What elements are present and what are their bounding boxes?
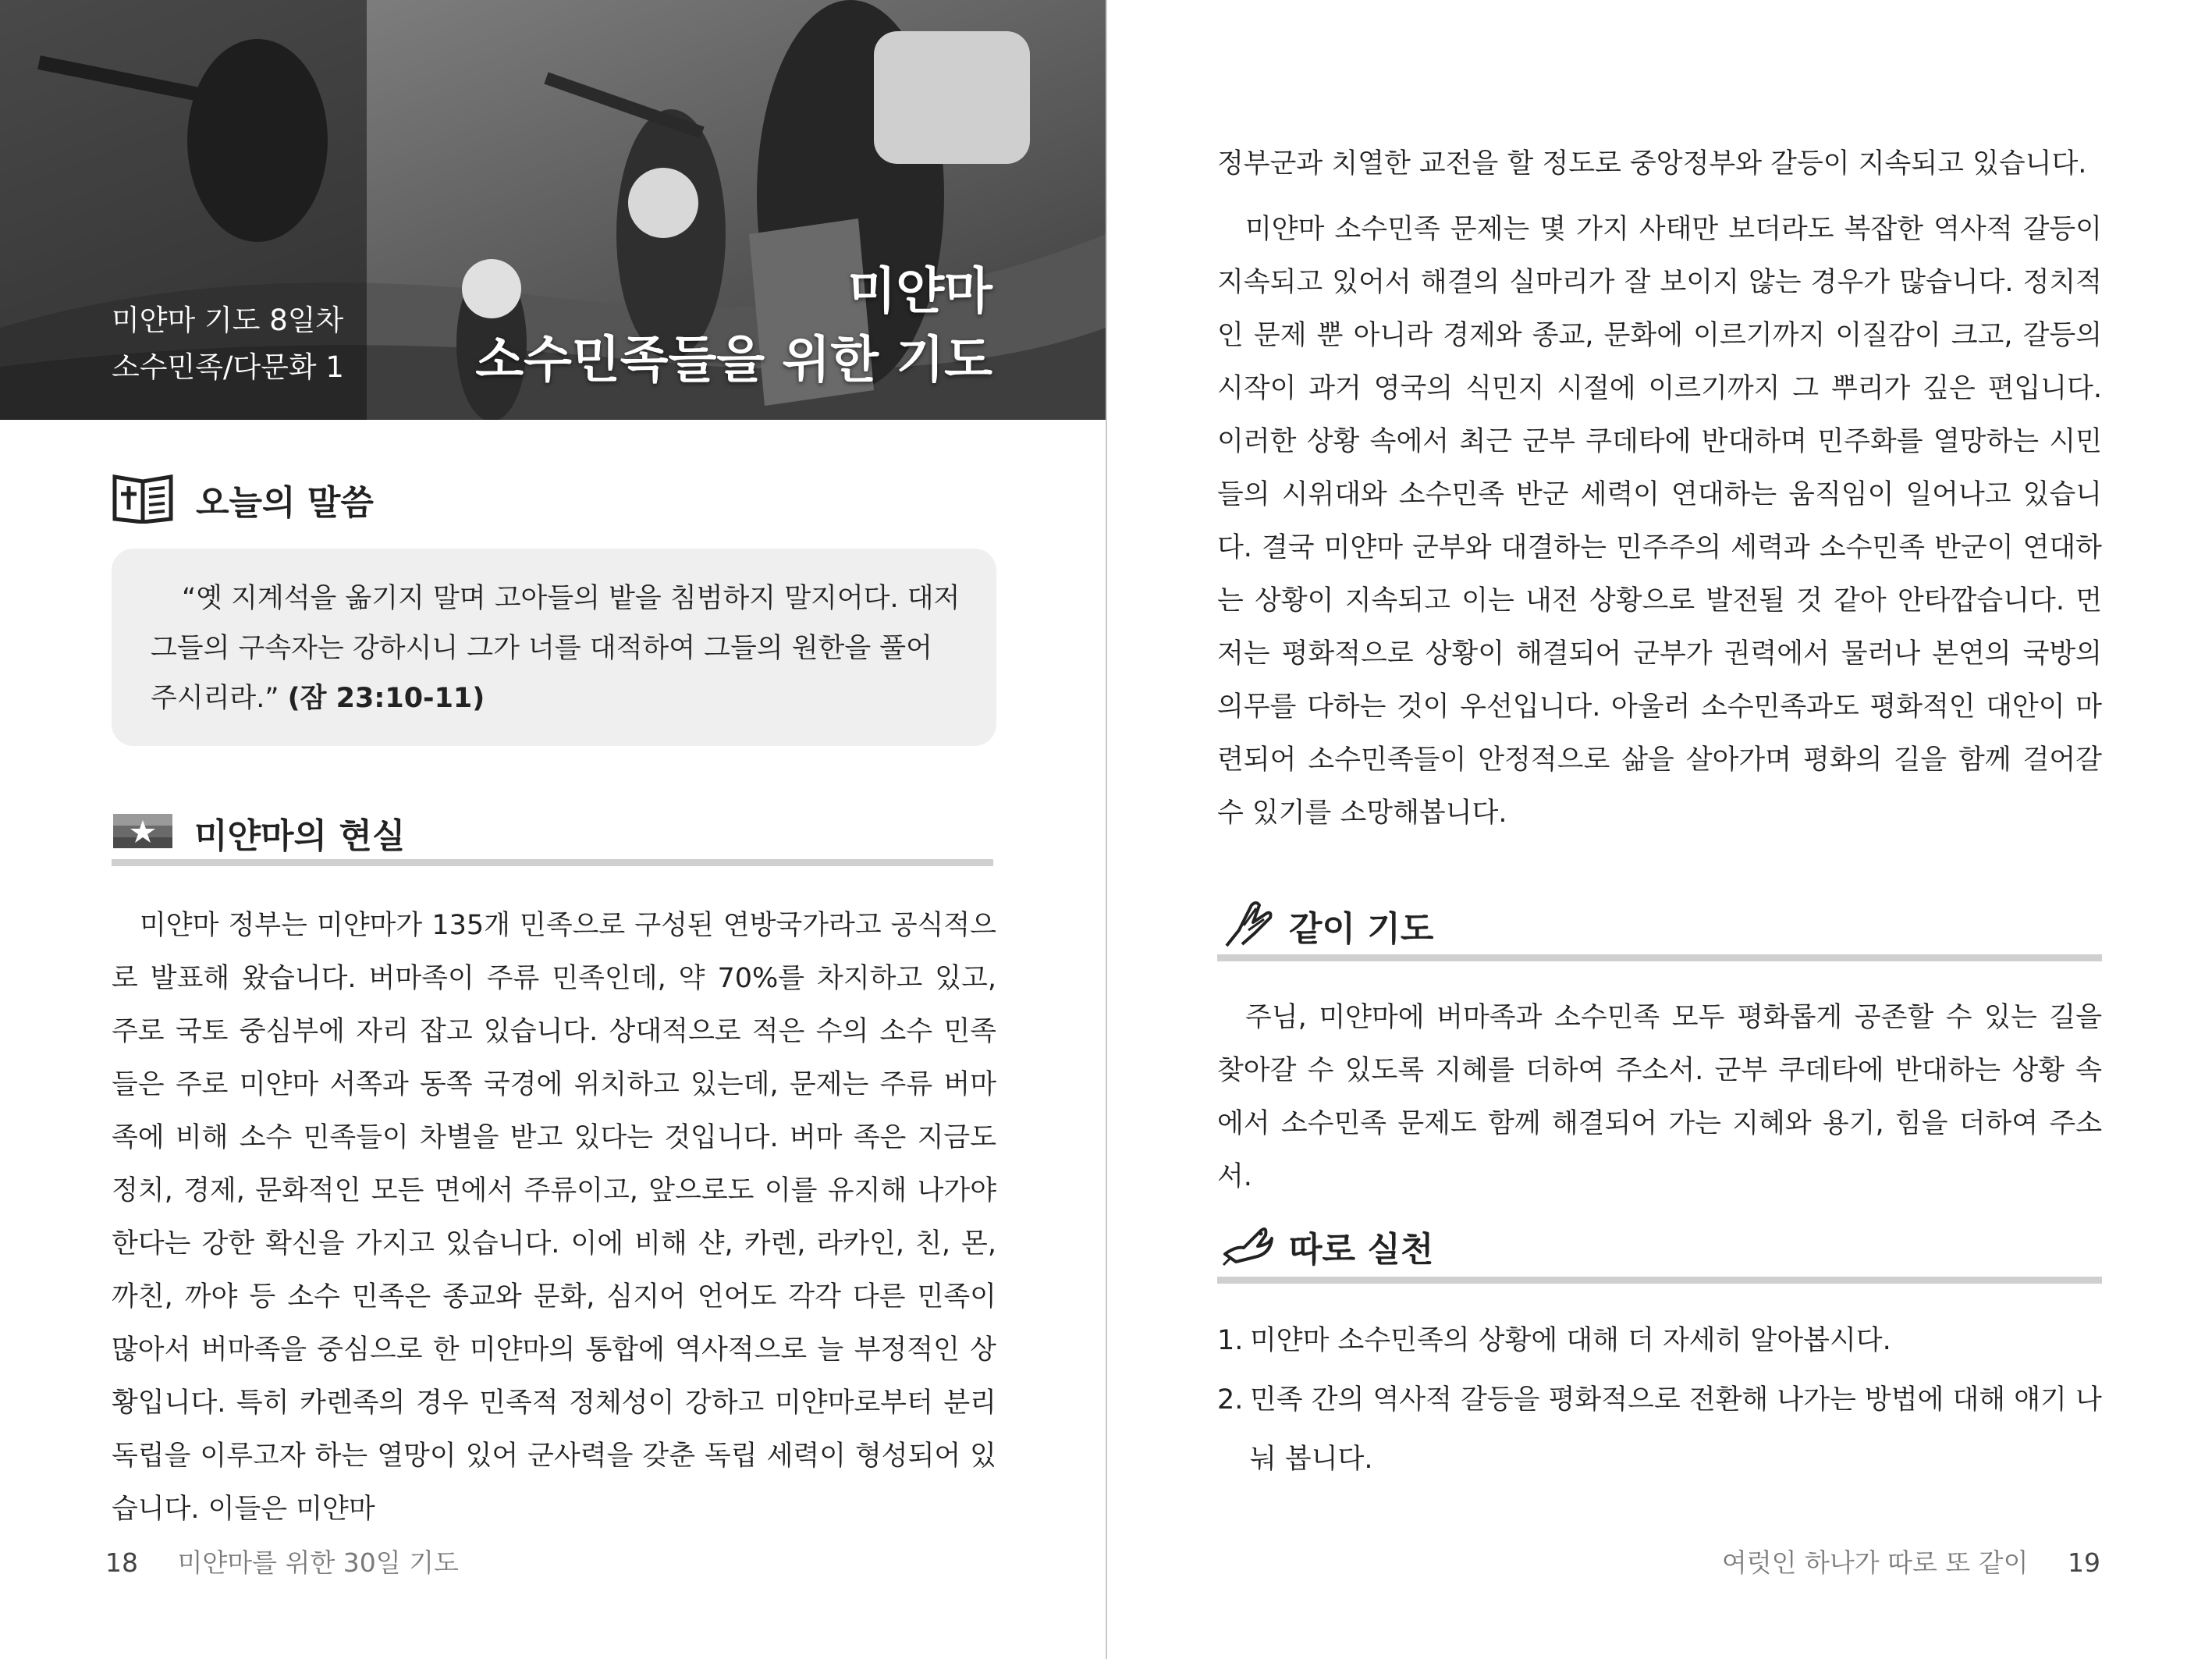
day-label: 미얀마 기도 8일차 xyxy=(112,304,344,337)
scripture-quote xyxy=(151,574,962,723)
dove-icon xyxy=(1220,1223,1275,1270)
list-item-text: 미얀마 소수민족의 상황에 대해 더 자세히 알아봅시다. xyxy=(1250,1325,1891,1356)
word-heading xyxy=(112,472,374,527)
word-heading-label: 오늘의 말씀 xyxy=(196,483,374,523)
right-page xyxy=(1107,0,2212,1659)
practice-heading-label: 따로 실천 xyxy=(1289,1230,1434,1270)
scripture-text: “옛 지계석을 옮기지 말며 고아들의 밭을 침범하지 말지어다. 대저 그들의 구속자는 강하시니 그가 너를 대적하여 그들의 원한을 풀어 주시리라.” xyxy=(151,583,960,714)
page-title-line1: 미얀마 xyxy=(847,263,992,321)
book-title-right: 여럿인 하나가 따로 또 같이 xyxy=(1721,1547,2029,1578)
category-label: 소수민족/다문화 1 xyxy=(112,350,344,384)
bible-icon xyxy=(112,472,174,527)
continued-line: 정부군과 치열한 교전을 할 정도로 중앙정부와 갈등이 지속되고 있습니다. xyxy=(1217,148,2087,179)
book-title-left: 미얀마를 위한 30일 기도 xyxy=(177,1547,459,1578)
list-item-number: 2. xyxy=(1217,1384,1244,1416)
right-paragraph: 미얀마 소수민족 문제는 몇 가지 사태만 보더라도 복잡한 역사적 갈등이 지속되고 있어서 해결의 실마리가 잘 보이지 않는 경우가 많습니다. 정치적인 문제 뿐 아니라 경제와 종교, 문화에 이르기까지 이질감이 크고, 갈등의 시작이 과거 영국의 식민지 시절에 이르기까지 그 뿌리가 깊은 편입니다. 이러한 상황 속에서 최근 군부 쿠데타에 반대하며 민주화를 열망하는 시민들의 시위대와 소수민족 반군 세력이 연대하는 움직임이 일어나고 있습니다. 결국 미얀마 군부와 대결하는 민주주의 세력과 소수민족 반군이 연대하는 상황이 지속되고 이는 내전 상황으로 발전될 것 같아 안타깝습니다. 먼저는 평화적으로 상황이 해결되어 군부가 권력에서 물러나 본연의 국방의 의무를 다하는 것이 우선입니다. 아울러 소수민족과도 평화적인 대안이 마련되어 소수민족들이 안정적으로 삶을 살아가며 평화의 길을 함께 걸어갈 수 있기를 소망해봅니다. xyxy=(1217,214,2102,829)
scripture-reference: (잠 23:10-11) xyxy=(287,683,485,714)
pray-rule xyxy=(1217,954,2102,961)
practice-heading xyxy=(1220,1221,1433,1271)
pray-heading xyxy=(1220,899,1433,952)
page-number-right: 19 xyxy=(2068,1547,2100,1578)
right-footer xyxy=(1722,1543,2100,1579)
pray-heading-label: 같이 기도 xyxy=(1289,909,1434,949)
list-item-text: 민족 간의 역사적 갈등을 평화적으로 전환해 나가는 방법에 대해 얘기 나눠 봅니다. xyxy=(1250,1384,2102,1475)
reality-body: 미얀마 정부는 미얀마가 135개 민족으로 구성된 연방국가라고 공식적으로 발표해 왔습니다. 버마족이 주류 민족인데, 약 70%를 차지하고 있고, 주로 국토 중심부에 자리 잡고 있습니다. 상대적으로 적은 수의 소수 민족들은 주로 미얀마 서쪽과 동쪽 국경에 위치하고 있는데, 문제는 주류 버마족에 비해 소수 민족들이 차별을 받고 있다는 것입니다. 버마 족은 지금도 정치, 경제, 문화적인 모든 면에서 주류이고, 앞으로도 이를 유지해 나가야 한다는 강한 확신을 가지고 있습니다. 이에 비해 샨, 카렌, 라카인, 친, 몬, 까친, 까야 등 소수 민족은 종교와 문화, 심지어 언어도 각각 다른 민족이 많아서 버마족을 중심으로 한 미얀마의 통합에 역사적으로 늘 부정적인 상황입니다. 특히 카렌족의 경우 민족적 정체성이 강하고 미얀마로부터 분리 독립을 이루고자 하는 열망이 있어 군사력을 갖춘 독립 세력이 형성되어 있습니다. 이들은 미얀마 xyxy=(112,910,996,1525)
pray-body: 주님, 미얀마에 버마족과 소수민족 모두 평화롭게 공존할 수 있는 길을 찾아갈 수 있도록 지혜를 더하여 주소서. 군부 쿠데타에 반대하는 상황 속에서 소수민족 문제도 함께 해결되어 가는 지혜와 용기, 힘을 더하여 주소서. xyxy=(1217,1002,2102,1192)
reality-heading xyxy=(113,808,405,858)
reality-rule xyxy=(112,859,993,866)
reality-heading-label: 미얀마의 현실 xyxy=(194,816,406,856)
list-item xyxy=(1217,1370,2102,1489)
praying-hands-icon xyxy=(1220,899,1275,952)
page-title-line2: 소수민족들을 위한 기도 xyxy=(475,332,992,389)
practice-rule xyxy=(1217,1277,2102,1284)
page-number-left: 18 xyxy=(105,1547,138,1578)
hero-photo xyxy=(0,0,1106,420)
list-item xyxy=(1217,1311,2102,1370)
left-footer xyxy=(105,1543,459,1579)
myanmar-flag-icon xyxy=(113,814,172,851)
list-item-number: 1. xyxy=(1217,1325,1244,1356)
page-title xyxy=(475,258,992,395)
practice-list xyxy=(1217,1311,2102,1489)
